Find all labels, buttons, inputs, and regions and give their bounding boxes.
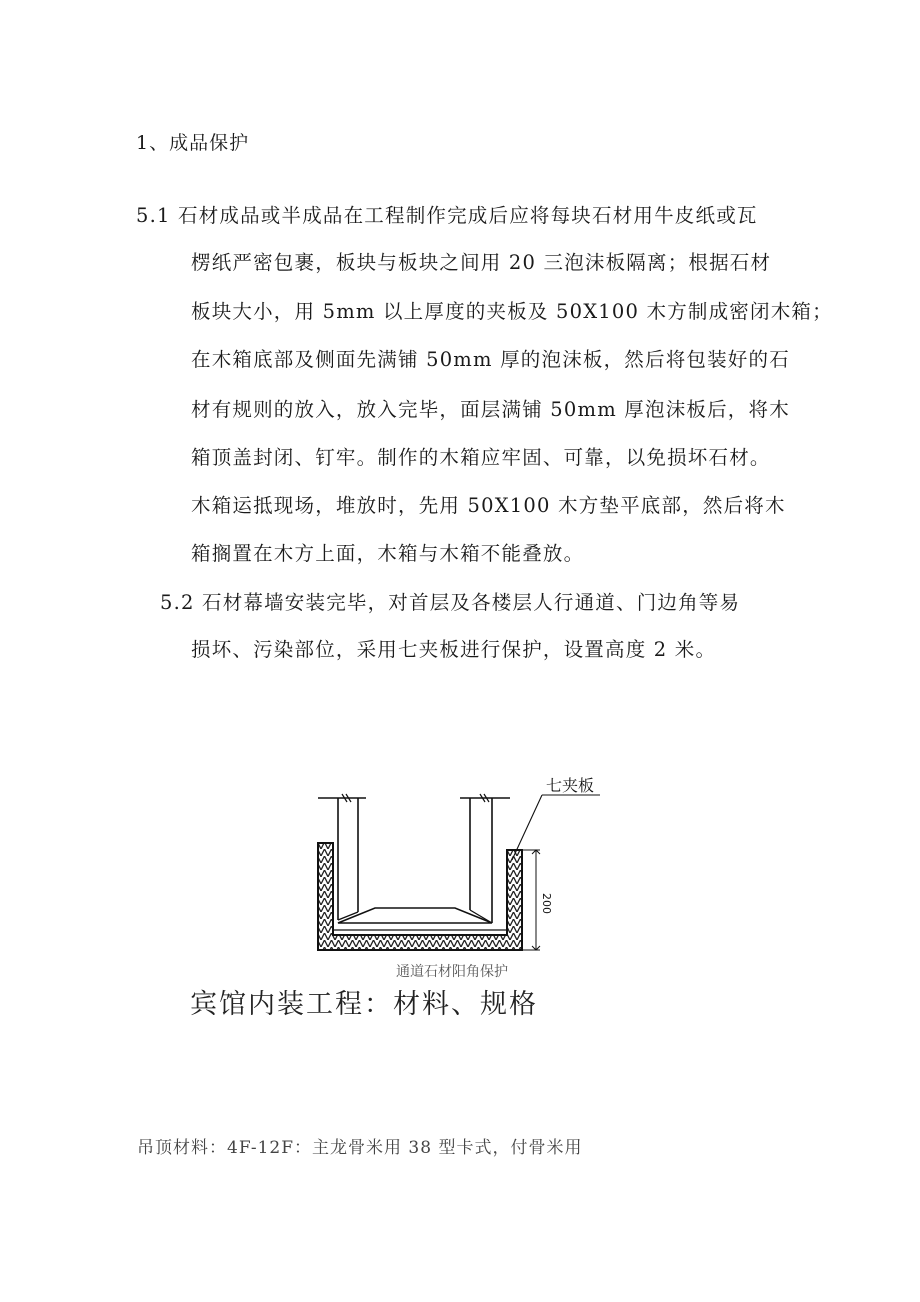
dimension-text: 200	[540, 893, 553, 914]
para-5-1-line: 箱顶盖封闭、钉牢。制作的木箱应牢固、可靠，以免损坏石材。	[191, 446, 771, 469]
right-wall	[460, 794, 510, 923]
diagram-caption: 通道石材阳角保护	[396, 964, 508, 980]
document-title: 宾馆内装工程：材料、规格	[190, 989, 538, 1020]
para-5-1-line: 材有规则的放入，放入完毕，面层满铺 50mm 厚泡沫板后，将木	[191, 398, 790, 421]
para-5-1-line: 箱搁置在木方上面，木箱与木箱不能叠放。	[191, 542, 585, 565]
para-5-1-line: 板块大小，用 5mm 以上厚度的夹板及 50X100 木方制成密闭木箱；	[191, 300, 833, 323]
para-5-1-line: 楞纸严密包裹，板块与板块之间用 20 三泡沫板隔离；根据石材	[191, 251, 772, 274]
floor-stone	[338, 908, 492, 923]
corner-protection-diagram	[300, 765, 620, 985]
ceiling-material-text: 吊顶材料：4F-12F：主龙骨米用 38 型卡式，付骨米用	[137, 1138, 583, 1158]
para-5-2-line: 损坏、污染部位，采用七夹板进行保护，设置高度 2 米。	[191, 638, 717, 661]
para-5-1-line: 在木箱底部及侧面先满铺 50mm 厚的泡沫板，然后将包装好的石	[191, 348, 790, 371]
para-5-1-line: 5.1 石材成品或半成品在工程制作完成后应将每块石材用牛皮纸或瓦	[136, 204, 758, 227]
board-label: 七夹板	[546, 776, 595, 795]
para-5-1-line: 木箱运抵现场，堆放时，先用 50X100 木方垫平底部，然后将木	[191, 494, 786, 517]
corner-protection-drawing	[300, 765, 620, 985]
para-5-2-line: 5.2 石材幕墙安装完毕，对首层及各楼层人行通道、门边角等易	[160, 591, 741, 614]
section-heading: 1、成品保护	[136, 132, 250, 154]
